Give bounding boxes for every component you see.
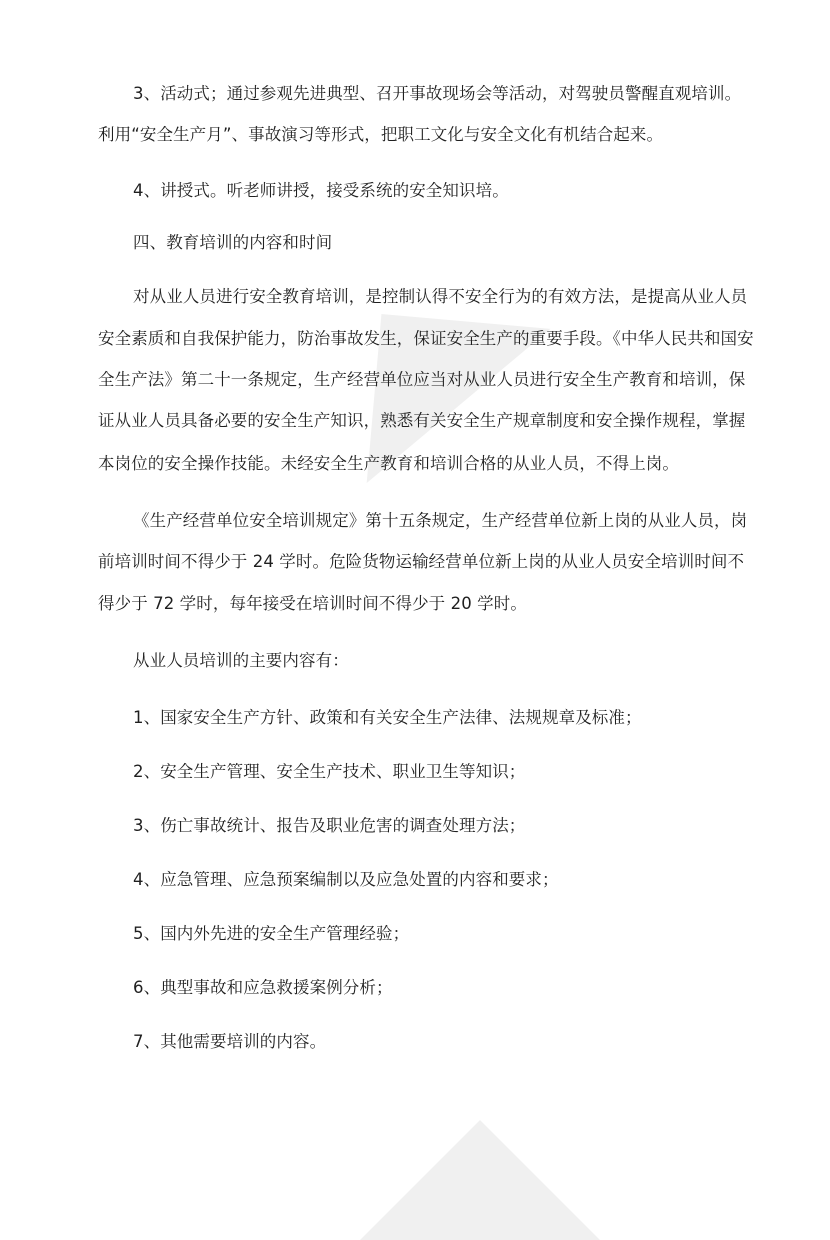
section-heading: 四、教育培训的内容和时间 bbox=[133, 233, 333, 252]
list-intro: 从业人员培训的主要内容有： bbox=[133, 651, 349, 670]
list-item: 6、典型事故和应急救援案例分析； bbox=[133, 978, 393, 997]
list-item: 4、应急管理、应急预案编制以及应急处置的内容和要求； bbox=[133, 870, 559, 889]
paragraph-line: 安全素质和自我保护能力，防治事故发生，保证安全生产的重要手段。《中华人民共和国安 bbox=[98, 329, 754, 348]
list-item: 3、伤亡事故统计、报告及职业危害的调查处理方法； bbox=[133, 816, 526, 835]
list-item: 5、国内外先进的安全生产管理经验； bbox=[133, 924, 410, 943]
paragraph-line: 对从业人员进行安全教育培训，是控制认得不安全行为的有效方法，是提高从业人员 bbox=[133, 287, 748, 306]
watermark-logo-icon bbox=[360, 1120, 600, 1240]
paragraph-line: 本岗位的安全操作技能。未经安全生产教育和培训合格的从业人员，不得上岗。 bbox=[98, 454, 679, 473]
paragraph-line: 证从业人员具备必要的安全生产知识，熟悉有关安全生产规章制度和安全操作规程，掌握 bbox=[98, 411, 746, 430]
paragraph-line: 4、讲授式。听老师讲授，接受系统的安全知识培。 bbox=[133, 181, 509, 200]
paragraph-line: 3、活动式；通过参观先进典型、召开事故现场会等活动，对驾驶员警醒直观培训。 bbox=[133, 84, 742, 103]
list-item: 1、国家安全生产方针、政策和有关安全生产法律、法规规章及标准； bbox=[133, 708, 642, 727]
paragraph-line: 全生产法》第二十一条规定，生产经营单位应当对从业人员进行安全生产教育和培训，保 bbox=[98, 370, 746, 389]
paragraph-line: 得少于 72 学时，每年接受在培训时间不得少于 20 学时。 bbox=[98, 594, 527, 613]
paragraph-line: 利用“安全生产月”、事故演习等形式，把职工文化与安全文化有机结合起来。 bbox=[98, 125, 664, 144]
list-item: 2、安全生产管理、安全生产技术、职业卫生等知识； bbox=[133, 762, 526, 781]
paragraph-line: 前培训时间不得少于 24 学时。危险货物运输经营单位新上岗的从业人员安全培训时间不 bbox=[98, 552, 745, 571]
list-item: 7、其他需要培训的内容。 bbox=[133, 1032, 327, 1051]
watermark-logo-icon bbox=[290, 237, 551, 483]
paragraph-line: 《生产经营单位安全培训规定》第十五条规定，生产经营单位新上岗的从业人员，岗 bbox=[133, 511, 748, 530]
